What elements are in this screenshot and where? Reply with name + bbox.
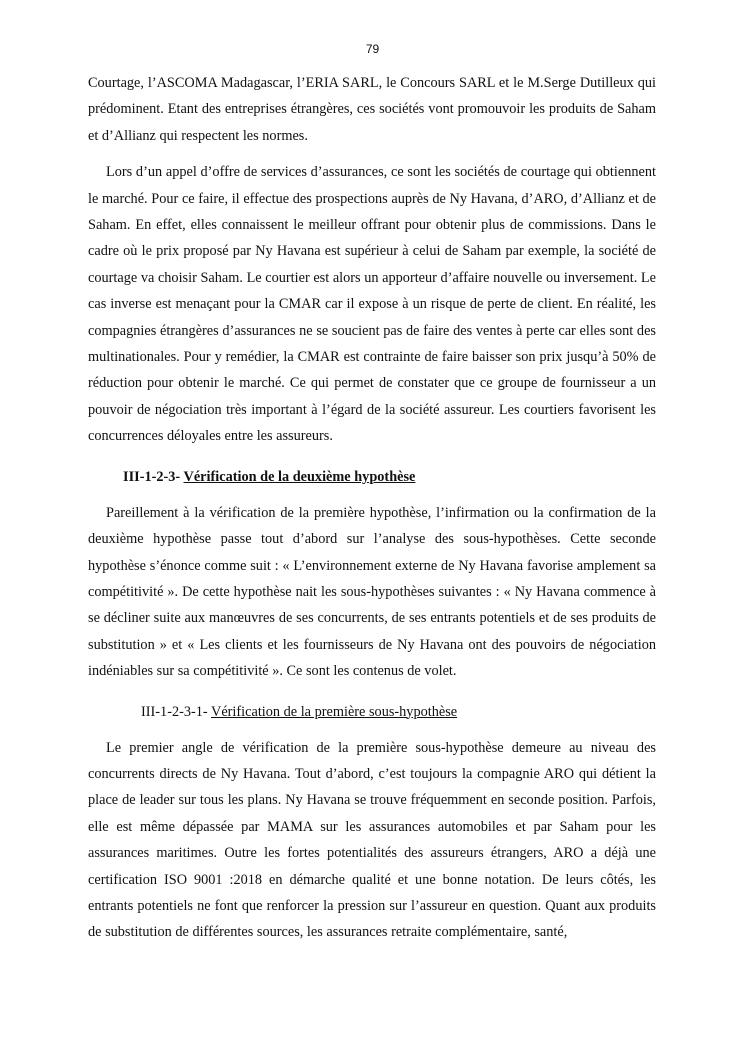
paragraph-courtage: Courtage, l’ASCOMA Madagascar, l’ERIA SARL, le Concours SARL et le M.Serge Dutilleux qui prédominent. Etant des entreprises étrangères, ces sociétés vont promouvoir les produits de Saham et d’Allianz qui respectent les normes. [88, 75, 656, 144]
section-heading-deuxieme-hypothese [88, 464, 656, 490]
subsection-number: III-1-2-3-1- [141, 703, 211, 720]
subsection-title: Vérification de la première sous-hypothèse [211, 703, 458, 720]
section-number: III-1-2-3- [123, 468, 184, 485]
subsection-heading-premiere-sous-hypothese [88, 699, 656, 725]
document-body [88, 70, 656, 946]
paragraph-appel-offre: Lors d’un appel d’offre de services d’assurances, ce sont les sociétés de courtage qui obtiennent le marché. Pour ce faire, il effectue des prospections auprès de Ny Havana, d’ARO, d’Allianz et de Saham. En effet, elles connaissent le meilleur offrant pour obtenir plus de commissions. Dans le cadre où le prix proposé par Ny Havana est supérieur à celui de Saham par exemple, la société de courtage va choisir Saham. Le courtier est alors un apporteur d’affaire nouvelle ou inversement. Le cas inverse est menaçant pour la CMAR car il expose à un risque de perte de client. En réalité, les compagnies étrangères d’assurances ne se soucient pas de faire des ventes à perte car elles sont des multinationales. Pour y remédier, la CMAR est contrainte de faire baisser son prix jusqu’à 50% de réduction pour obtenir le marché. Ce qui permet de constater que ce groupe de fournisseur a un pouvoir de négociation très important à l’égard de la société assureur. Les courtiers favorisent les concurrences déloyales entre les assureurs. [88, 164, 656, 445]
section-title: Vérification de la deuxième hypothèse [183, 468, 416, 485]
paragraph-premier-angle: Le premier angle de vérification de la première sous-hypothèse demeure au niveau des concurrents directs de Ny Havana. Tout d’abord, c’est toujours la compagnie ARO qui détient la place de leader sur tous les plans. Ny Havana se trouve fréquemment en seconde position. Parfois, elle est même dépassée par MAMA sur les assurances automobiles et par Saham pour les assurances maritimes. Outre les fortes potentialités des assureurs étrangers, ARO a déjà une certification ISO 9001 :2018 en démarche qualité et une bonne notation. De leurs côtés, les entrants potentiels ne font que renforcer la pression sur l’assureur en question. Quant aux produits de substitution de différentes sources, les assurances retraite complémentaire, santé, [88, 739, 656, 941]
paragraph-pareillement: Pareillement à la vérification de la première hypothèse, l’infirmation ou la confirmation de la deuxième hypothèse passe tout d’abord sur l’analyse des sous-hypothèses. Cette seconde hypothèse s’énonce comme suit : « L’environnement externe de Ny Havana favorise amplement sa compétitivité ». De cette hypothèse nait les sous-hypothèses suivantes : « Ny Havana commence à se décliner suite aux manœuvres de ses concurrents, de ses entrants potentiels et de ses produits de substitution » et « Les clients et les fournisseurs de Ny Havana ont des pouvoirs de négociation indéniables sur sa compétitivité ». Ce sont les contenus de volet. [88, 504, 656, 680]
page-number: 79 [365, 42, 380, 56]
